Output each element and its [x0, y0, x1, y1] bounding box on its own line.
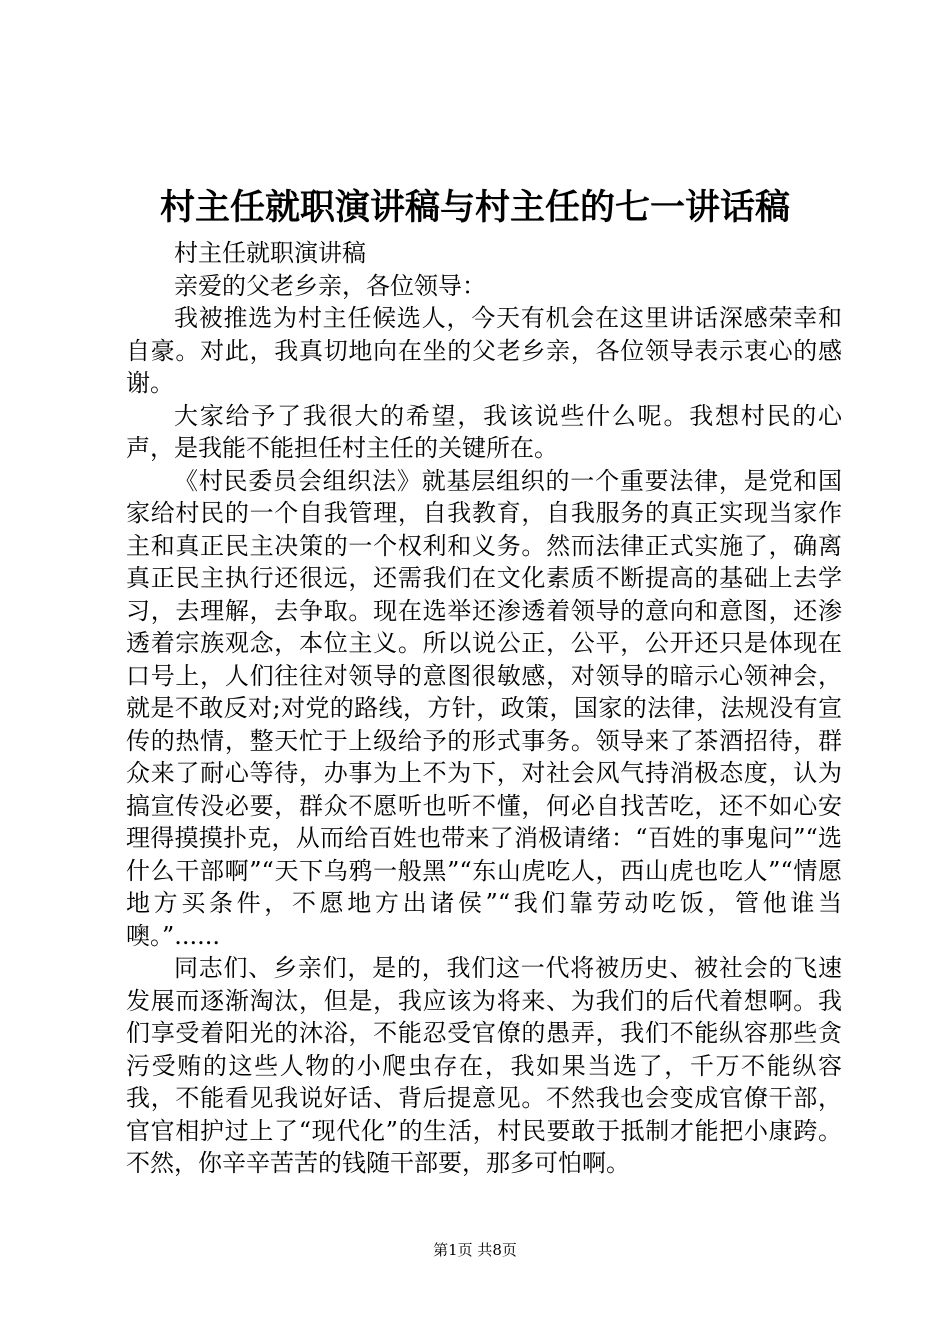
document-body: [126, 237, 842, 1180]
document-title: 村主任就职演讲稿与村主任的七一讲话稿: [159, 187, 790, 228]
paragraph-salutation: 亲爱的父老乡亲，各位领导：: [174, 271, 486, 300]
paragraph-subtitle: 村主任就职演讲稿: [174, 239, 366, 267]
paragraph-2: 大家给予了我很大的希望，我该说些什么呢。我想村民的心声，是我能不能担任村主任的关键所在。: [126, 401, 842, 462]
paragraph-1: 我被推选为村主任候选人，今天有机会在这里讲话深感荣幸和自豪。对此，我真切地向在坐的父老乡亲，各位领导表示衷心的感谢。: [126, 304, 842, 397]
page-footer: 第1页 共8页: [433, 1241, 517, 1259]
paragraph-4: 同志们、乡亲们，是的，我们这一代将被历史、被社会的飞速发展而逐渐淘汰，但是，我应该为将来、为我们的后代着想啊。我们享受着阳光的沐浴，不能忍受官僚的愚弄，我们不能纵容那些贪污受贿的这些人物的小爬虫存在，我如果当选了，千万不能纵容我，不能看见我说好话、背后提意见。不然我也会变成官僚干部，官官相护过上了“现代化”的生活，村民要敢于抵制才能把小康跨。不然，你辛辛苦苦的钱随干部要，那多可怕啊。: [126, 954, 842, 1177]
paragraph-3: 《村民委员会组织法》就基层组织的一个重要法律，是党和国家给村民的一个自我管理，自我教育，自我服务的真正实现当家作主和真正民主决策的一个权利和义务。然而法律正式实施了，确离真正民主执行还很远，还需我们在文化素质不断提高的基础上去学习，去理解，去争取。现在选举还渗透着领导的意向和意图，还渗透着宗族观念，本位主义。所以说公正，公平，公开还只是体现在口号上，人们往往对领导的意图很敏感，对领导的暗示心领神会，就是不敢反对;对党的路线，方针，政策，国家的法律，法规没有宣传的热情，整天忙于上级给予的形式事务。领导来了茶酒招待，群众来了耐心等待，办事为上不为下，对社会风气持消极态度，认为搞宣传没必要，群众不愿听也听不懂，何必自找苦吃，还不如心安理得摸摸扑克，从而给百姓也带来了消极请绪：“百姓的事鬼问”“选什么干部啊”“天下乌鸦一般黑”“东山虎吃人，西山虎也吃人”“情愿地方买条件，不愿地方出诸侯”“我们靠劳动吃饭，管他谁当噢。”......: [126, 466, 842, 950]
